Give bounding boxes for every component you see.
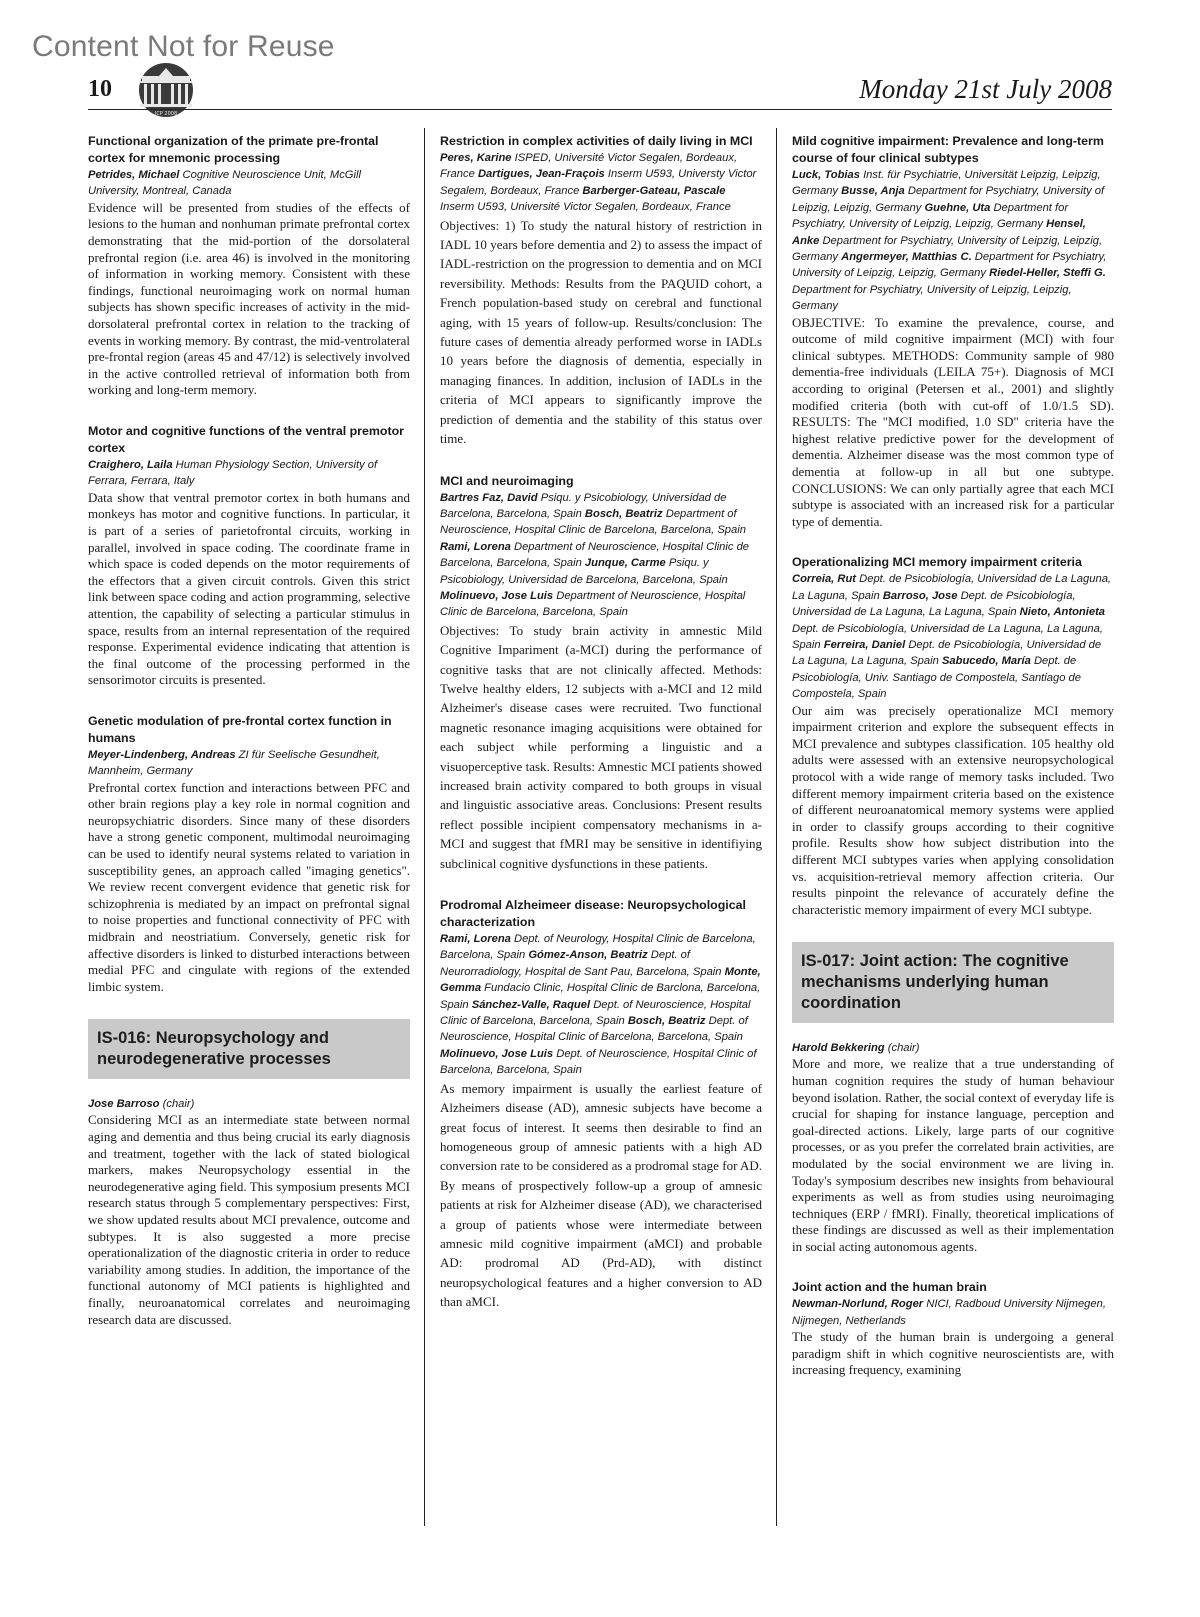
author-name: Peres, Karine: [440, 152, 512, 164]
author-affiliation: Dept. de Psicobiología, Univ. Santiago de Compostela, Santiago de Compostela, Spain: [792, 655, 1081, 701]
author-name: Craighero, Laila: [88, 458, 173, 471]
abstract-text: As memory impairment is usually the earliest feature of Alzheimers disease (AD), amnesic subjects have become a great focus of interest. It seems then desirable to find an homogeneous group of amnesic patients with a high AD conversion rate to be considered as a prodromal stage for AD. By means of prospectively follow-up a group of amnesic patients at risk for Alzheimer disease (AD), we characterised a group of patients whose were intermediate between amnesic mild cognitive impairment (aMCI) and probable AD: prodromal AD (Prd-AD), with distinct neuropsychological features and a higher conversion to AD than aMCI.: [440, 1080, 762, 1310]
author-name: Petrides, Michael: [88, 169, 180, 181]
author-affiliation: Department for Psychiatry, University of Leipzig, Leipzig, Germany: [792, 201, 1069, 231]
author-list: [440, 150, 762, 216]
author-affiliation: Department for Psychiatry, University of Leipzig, Leipzig, Germany: [792, 185, 1105, 214]
column-1: [88, 133, 410, 1328]
author-name: Newman-Norlund, Roger: [792, 1298, 924, 1311]
abstract-text: Prefrontal cortex function and interactions between PFC and other brain regions play a key role in normal cognition and neuropsychiatric disorders. Since many of these disorders have a strong genetic component, multimodal neuroimaging can be used to identify neural systems related to variation in susceptibility genes, an approach called "imaging genetics". We review recent convergent evidence that genetic risk for schizophrenia is mediated by an impact on prefrontal signal to noise properties and functional connectivity of PFC with midbrain and neostriatium. Conversely, genetic risk for affective disorders is linked to disturbed interactions between medial PFC and cingulate with regions of the extended limbic system.: [88, 779, 410, 994]
author-list: [792, 571, 1114, 702]
author-name: Barroso, Jose: [882, 589, 958, 602]
author-affiliation: NICI, Radboud University Nijmegen, Nijmegen, Netherlands: [792, 1298, 1106, 1327]
author-affiliation: Department for Psychiatry, University of Leipzig, Leipzig, Germany: [792, 283, 1072, 313]
author-affiliation: Department of Neuroscience, Hospital Clinic de Barcelona, Barcelona, Spain: [440, 589, 746, 619]
author-name: Bartres Faz, David: [440, 491, 538, 504]
author-affiliation: Inserm U593, Université Victor Segalen, Bordeaux, France: [440, 201, 731, 214]
chair-role: (chair): [887, 1042, 920, 1055]
author-affiliation: Department for Psychiatry, University of Leipzig, Leipzig, Germany: [792, 234, 1103, 264]
column-divider: [776, 128, 777, 1526]
session-heading: IS-017: Joint action: The cognitive mechanisms underlying human coordination: [792, 942, 1114, 1023]
author-affiliation: Cognitive Neuroscience Unit, McGill University, Montreal, Canada: [88, 169, 361, 198]
author-name: Guehne, Uta: [924, 201, 991, 214]
author-affiliation: Psiqu. y Psicobiology, Universidad de Barcelona, Barcelona, Spain: [440, 557, 728, 586]
author-name: Nieto, Antonieta: [1019, 606, 1106, 619]
abstract-entry: [440, 897, 762, 1312]
author-name: Ferreira, Daniel: [823, 639, 906, 651]
author-name: Sabucedo, María: [941, 655, 1031, 668]
svg-text:ICP 2008: ICP 2008: [154, 111, 178, 117]
abstract-entry: [792, 133, 1114, 530]
author-name: Sánchez-Valle, Raquel: [471, 998, 591, 1011]
author-affiliation: Inst. für Psychiatrie, Universität Leipzig, Leipzig, Germany: [792, 169, 1101, 198]
author-affiliation: Dept. de Psicobiología, Universidad de La Laguna, La Laguna, Spain: [792, 639, 1102, 668]
author-name: Barberger-Gateau, Pascale: [582, 184, 726, 197]
chair-name: Harold Bekkering: [792, 1042, 885, 1055]
author-name: Rami, Lorena: [440, 933, 511, 946]
author-list: [792, 167, 1114, 315]
author-name: Hensel, Anke: [792, 218, 1086, 247]
abstract-title: MCI and neuroimaging: [440, 473, 574, 488]
author-name: Monte, Gemma: [440, 965, 761, 995]
author-name: Correia, Rut: [792, 573, 857, 586]
header-rule: [88, 109, 1112, 110]
author-affiliation: Dept. de Psicobiología, Universidad de La Laguna, La Laguna, Spain: [792, 622, 1103, 651]
abstract-entry: [88, 423, 410, 689]
abstract-entry: [792, 554, 1114, 918]
abstract-entry: [88, 133, 410, 399]
author-affiliation: Dept. of Neuroscience, Hospital Clinic of Barcelona, Barcelona, Spain: [440, 998, 751, 1028]
author-name: Riedel-Heller, Steffi G.: [989, 267, 1106, 280]
abstract-title: Functional organization of the primate pre-frontal cortex for mnemonic processing: [88, 134, 379, 165]
author-affiliation: Department of Neuroscience, Hospital Clinic de Barcelona, Barcelona, Spain: [440, 540, 750, 570]
author-list: [440, 931, 762, 1079]
abstract-text: Objectives: To study brain activity in amnestic Mild Cognitive Impariment (a-MCI) during the performance of cognitive tasks that are not clinically affected. Methods: Twelve healthy elders, 12 subjects with a-MCI and 12 mild Alzheimer's disease cases were recruited. Two functional magnetic resonance imaging acquisitions were obtained for each subject while performing a linguistic and a visuoperceptive task. Results: Amnestic MCI patients showed increased brain activity compared to both groups in visual and linguistic associative areas. Conclusions: Present results reflect possible incipient compensatory mechanisms in a-MCI and suggest that fMRI may be sensitive in identifiying subclinical cognitive dysfunctions in these patients.: [440, 622, 762, 871]
author-affiliation: Psiqu. y Psicobiology, Universidad de Barcelona, Barcelona, Spain: [440, 491, 727, 520]
abstract-title: Genetic modulation of pre-frontal cortex function in humans: [88, 713, 392, 745]
author-name: Bosch, Beatriz: [584, 507, 663, 520]
author-affiliation: Dept. of Neurology, Hospital Clinic de Barcelona, Barcelona, Spain: [440, 933, 756, 962]
author-name: Dartigues, Jean-Fraçois: [477, 168, 605, 181]
author-affiliation: ZI für Seelische Gesundheit, Mannheim, Germany: [88, 748, 380, 778]
chair-name: Jose Barroso: [88, 1098, 160, 1111]
author-name: Rami, Lorena: [440, 540, 511, 553]
column-divider: [424, 128, 425, 1526]
abstract-entry: [440, 133, 762, 449]
author-name: Molinuevo, Jose Luis: [440, 1047, 554, 1060]
author-affiliation: ISPED, Université Victor Segalen, Bordeaux, France: [440, 152, 738, 181]
author-affiliation: Dept. of Neuroscience, Hospital Clinic of Barcelona, Barcelona, Spain: [440, 1047, 757, 1077]
abstract-title: Joint action and the human brain: [792, 1280, 987, 1295]
abstract-title: Restriction in complex activities of daily living in MCI: [440, 134, 753, 148]
session-abstract: More and more, we realize that a true understanding of human cognition requires the study of human behaviour beyond isolation. Rather, the social context of everyday life is crucial for shaping for instance language, perception and goal-directed actions. Likely, large parts of our cognitive processes, or as you prefer the correlated brain activities, are modulated by the social environment we are living in. Today's symposium describes new insights from behavioural experiments as well as from studies using neuroimaging techniques (ERP / fMRI). Finally, theoretical implications of these findings are discussed as well as their implementation in social acting autonomous agents.: [792, 1056, 1114, 1254]
author-name: Molinuevo, Jose Luis: [440, 589, 554, 602]
author-list: [440, 490, 762, 621]
author-name: Junque, Carme: [584, 557, 666, 570]
abstract-entry: [792, 1279, 1114, 1379]
author-affiliation: Inserm U593, Universty Victor Segalem, Bordeaux, France: [440, 168, 757, 197]
author-name: Gómez-Anson, Beatriz: [528, 949, 648, 962]
abstract-text: The study of the human brain is undergoing a general paradigm shift in which cognitive neuroscientists are, with increasing frequency, examining: [792, 1329, 1114, 1378]
author-affiliation: Dept. of Neurorradiology, Hospital de Sant Pau, Barcelona, Spain: [440, 949, 722, 978]
author-list: [792, 1296, 1114, 1329]
abstract-title: Prodromal Alzheimeer disease: Neuropsychological characterization: [440, 898, 746, 930]
abstract-text: OBJECTIVE: To examine the prevalence, course, and outcome of mild cognitive impairment (MCI) with four clinical subtypes. METHODS: Community sample of 980 dementia-free individuals (LEILA 75+). Diagnosis of MCI according to original (Petersen et al., 2001) and slightly modified criteria (both with cut-off of 1.0/1.5 SD). RESULTS: The "MCI modified, 1.0 SD" criteria have the highest relative predictive power for the development of dementia. Alzheimer disease was the most common type of dementia at follow-up in all but one subtype. CONCLUSIONS: We can only partially agree that each MCI subtype is associated with an increased risk for a particular type of dementia.: [792, 314, 1114, 529]
author-affiliation: Dept. de Psicobiología, Universidad de La Laguna, La Laguna, Spain: [792, 589, 1076, 619]
author-name: Meyer-Lindenberg, Andreas: [88, 748, 236, 761]
session-chair: [88, 1097, 410, 1112]
abstract-title: Operationalizing MCI memory impairment criteria: [792, 555, 1082, 570]
issue-date: Monday 21st July 2008: [859, 74, 1112, 104]
author-name: Luck, Tobias: [792, 169, 860, 181]
author-affiliation: Fundacio Clinic, Hospital Clinic de Barclona, Barcelona, Spain: [440, 982, 761, 1011]
session-heading: IS-016: Neuropsychology and neurodegenerative processes: [88, 1019, 410, 1079]
author-list: [88, 457, 410, 490]
page-number: 10: [88, 76, 112, 102]
author-affiliation: Dept. de Psicobiología, Universidad de La Laguna, La Laguna, Spain: [792, 573, 1112, 602]
column-3: [792, 133, 1114, 1403]
watermark: Content Not for Reuse: [32, 30, 335, 63]
session-chair: [792, 1041, 1114, 1056]
author-affiliation: Dept. of Neuroscience, Hospital Clinic of Barcelona, Barcelona, Spain: [440, 1015, 748, 1044]
author-list: [88, 747, 410, 780]
chair-role: (chair): [162, 1098, 195, 1111]
abstract-text: Our aim was precisely operationalize MCI memory impairment criterion and explore the subsequent effects in MCI prevalence and subtypes classification. 105 healthy old adults were assessed with an extensive neuropsychological protocol with a wide range of memory tasks included. Two different memory impairment criteria based on the existence of different neuroanatomical memory systems were applied in order to classify groups according to their cognitive profile. Results show how subject distribution into the different MCI subtypes varies when applying consolidation vs. acquisition-retrieval memory affection criteria. Our results pinpoint the relevance of accurately define the characteristic memory impairment of every MCI subtype.: [792, 702, 1114, 917]
author-affiliation: Human Physiology Section, University of Ferrara, Ferrara, Italy: [88, 458, 378, 488]
abstract-title: Motor and cognitive functions of the ventral premotor cortex: [88, 423, 404, 455]
author-name: Busse, Anja: [841, 185, 905, 198]
abstract-title: Mild cognitive impairment: Prevalence and long-term course of four clinical subtypes: [792, 134, 1104, 165]
abstract-text: Objectives: 1) To study the natural history of restriction in IADL 10 years before dementia and 2) to assess the impact of IADL-restriction on the progression to dementia and on MCI reversibility. Methods: Results from the PAQUID cohort, a French population-based study on cerebral and functional aging, with 15 years of follow-up. Results/conclusion: The future cases of dementia already performed worse in IADLs 10 years before the diagnosis of dementia, especially in managing finances. In addition, inclusion of IADLs in the criteria of MCI appears to significantly improve the prediction of dementia and the stability of this status over time.: [440, 217, 762, 447]
abstract-text: Data show that ventral premotor cortex in both humans and monkeys has motor and cognitive functions. In particular, it is part of a series of parietofrontal circuits, working in parallel, involved in space coding. The coordinate frame in which space is coded depends on the motor requirements of the effectors that a given circuit controls. Given this strict link between space coding and action programming, selective attention, the capability of selecting a particular stimulus in space, results from an internal representation of the required response. Experimental evidence indicating that attention is the final outcome of the processing performed in the sensorimotor circuits is presented.: [88, 489, 410, 688]
abstract-entry: [440, 473, 762, 874]
abstract-text: Evidence will be presented from studies of the effects of lesions to the human and nonhuman primate prefrontal cortex demonstrating that the mid-portion of the dorsolateral prefrontal region (i.e. area 46) is involved in the monitoring of information in working memory. Consistent with these findings, functional neuroimaging work on normal human subjects has shown specific increases of activity in the mid-dorsolateral prefrontal cortex in relation to the tracking of events in working memory. By contrast, the mid-ventrolateral pre-frontal region (areas 45 and 47/12) is selectively involved in the active controlled retrieval of information both from working and long-term memory.: [88, 199, 410, 398]
column-2: [440, 133, 762, 1336]
author-affiliation: Department for Psychiatry, University of Leipzig, Leipzig, Germany: [792, 251, 1107, 280]
author-name: Bosch, Beatriz: [627, 1015, 706, 1028]
author-list: [88, 167, 410, 200]
session-abstract: Considering MCI as an intermediate state between normal aging and dementia and thus being crucial its early diagnosis and treatment, together with the lack of stated biological markers, makes Neuropsychology essential in the neurodegenerative aging field. This symposium presents MCI research status through 5 complementary perspectives: First, we show updated results about MCI prevalence, outcome and subtypes. It is also suggested a more precise operationalization of the diagnostic criteria in order to reduce variability among studies. In addition, the importance of the functional autonomy of MCI patients is highlighted and finally, neuroanatomical correlates and neuroimaging research data are discussed.: [88, 1112, 410, 1327]
abstract-entry: [88, 713, 410, 996]
author-affiliation: Department of Neuroscience, Hospital Clinic de Barcelona, Barcelona, Spain: [440, 507, 746, 537]
author-name: Angermeyer, Matthias C.: [841, 251, 972, 264]
